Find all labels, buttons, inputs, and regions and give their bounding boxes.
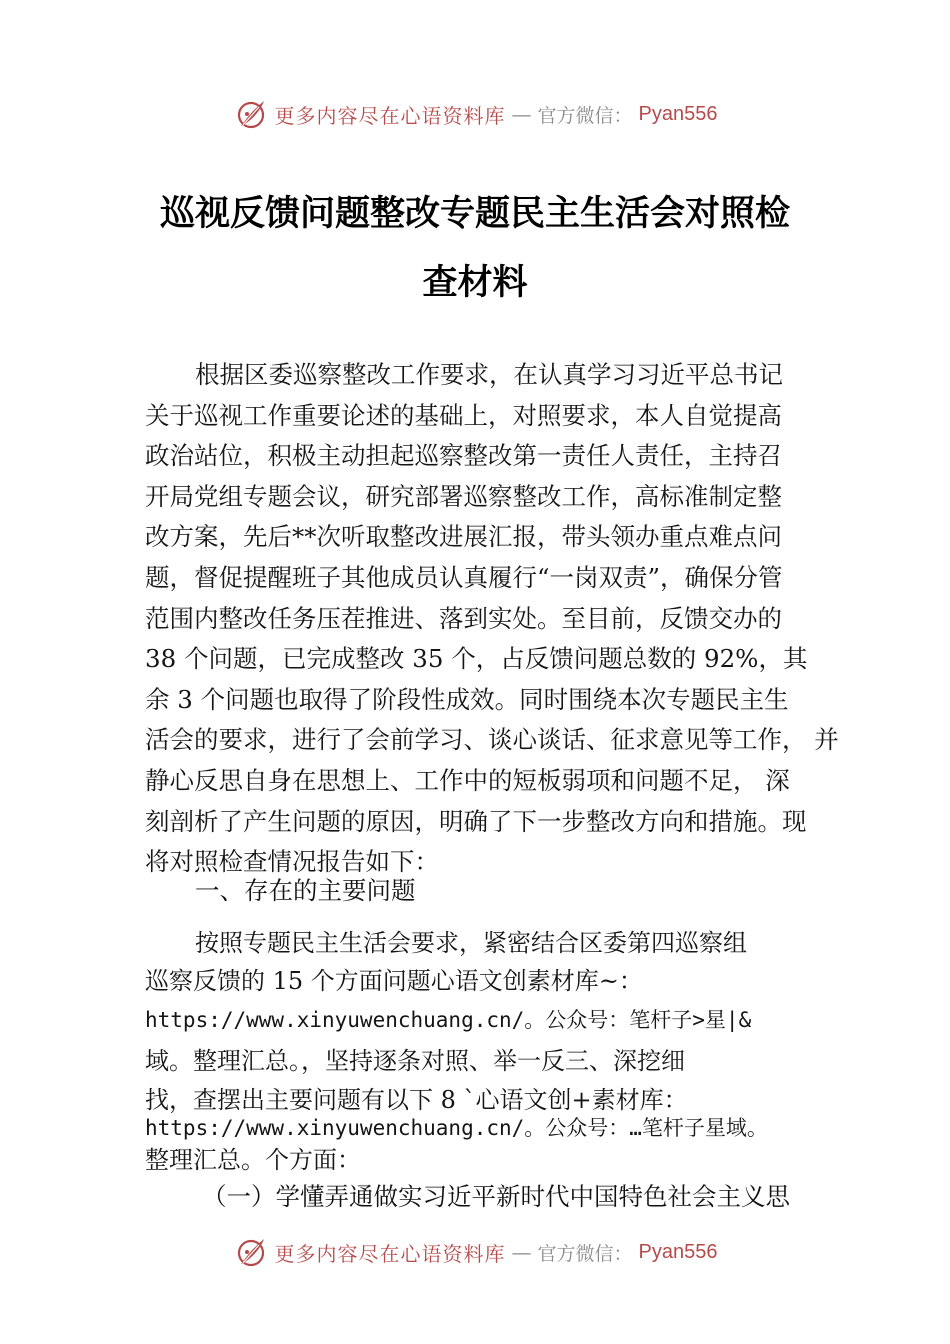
- paragraph-line: 整理汇总。个方面：: [145, 1146, 361, 1174]
- paragraph-line: 改方案，先后**次听取整改进展汇报，带头领办重点难点问: [145, 522, 782, 552]
- paragraph-line: https://www.xinyuwenchuang.cn/。公众号：…笔杆子星域。: [145, 1116, 768, 1140]
- section-heading: 一、存在的主要问题: [195, 876, 416, 905]
- banner-wechat-id: Pyan556: [638, 1240, 718, 1263]
- paragraph-line: 活会的要求，进行了会前学习、谈心谈话、征求意见等工作， 并: [145, 725, 839, 755]
- banner-wechat-label: 官方微信：: [537, 1242, 633, 1265]
- paragraph-line: 将对照检查情况报告如下：: [145, 847, 439, 877]
- quill-pen-logo-icon: [233, 1234, 269, 1270]
- document-title-line-1: 巡视反馈问题整改专题民主生活会对照检: [159, 194, 790, 234]
- banner-text: 更多内容尽在心语资料库: [274, 1241, 506, 1266]
- quill-pen-logo-icon: [233, 96, 269, 132]
- paragraph-line: 巡察反馈的 15 个方面问题心语文创素材库~：: [145, 967, 643, 995]
- banner-text: 更多内容尽在心语资料库: [274, 103, 506, 128]
- banner-separator: —: [511, 1240, 532, 1264]
- paragraph-line: 静心反思自身在思想上、工作中的短板弱项和问题不足， 深: [145, 765, 790, 795]
- intro-paragraph: [145, 355, 839, 883]
- paragraph-line: 政治站位，积极主动担起巡察整改第一责任人责任，主持召: [145, 441, 782, 471]
- paragraph-line: 根据区委巡察整改工作要求，在认真学习习近平总书记: [195, 360, 783, 389]
- paragraph-line: 域。整理汇总。，坚持逐条对照、举一反三、深挖细: [145, 1047, 685, 1075]
- header-banner: [0, 92, 950, 136]
- paragraph-line: 找，查摆出主要问题有以下 8 `心语文创+素材库：: [145, 1086, 688, 1114]
- subsection-heading: （一）学懂弄通做实习近平新时代中国特色社会主义思: [202, 1182, 790, 1211]
- paragraph-line: 开局党组专题会议，研究部署巡察整改工作，高标准制定整: [145, 481, 782, 511]
- paragraph-line: 关于巡视工作重要论述的基础上，对照要求，本人自觉提高: [145, 400, 782, 430]
- paragraph-line: 按照专题民主生活会要求，紧密结合区委第四巡察组: [195, 929, 747, 957]
- footer-banner: [0, 1230, 950, 1274]
- banner-separator: —: [511, 102, 532, 126]
- banner-wechat-label: 官方微信：: [537, 104, 633, 127]
- document-title-line-2: 查材料: [422, 263, 528, 303]
- paragraph-line: 范围内整改任务压茬推进、落到实处。至目前，反馈交办的: [145, 603, 782, 633]
- paragraph-line: 余 3 个问题也取得了阶段性成效。同时围绕本次专题民主生: [145, 684, 789, 714]
- paragraph-line: 38 个问题，已完成整改 35 个，占反馈问题总数的 92%，其: [145, 644, 808, 674]
- banner-wechat-id: Pyan556: [638, 102, 718, 125]
- paragraph-line: 刻剖析了产生问题的原因，明确了下一步整改方向和措施。现: [145, 806, 807, 836]
- paragraph-line: 题，督促提醒班子其他成员认真履行“一岗双责”，确保分管: [145, 562, 783, 592]
- paragraph-line: https://www.xinyuwenchuang.cn/。公众号：笔杆子>星|&: [145, 1008, 752, 1032]
